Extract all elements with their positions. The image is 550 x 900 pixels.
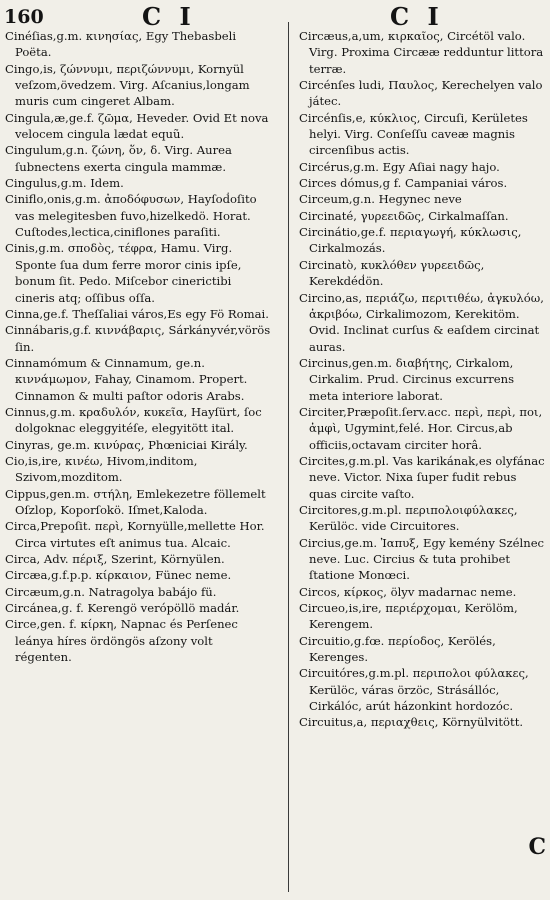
dictionary-entry: Cippus,gen.m. στήλη, Emlekezetre föllemelt Oſzlop, Koporſokö. Iſmet,Kaloda. (5, 486, 266, 517)
dictionary-entry: Circæa,g.f.p.p. κίρκαιον, Fünec neme. (5, 568, 232, 583)
dictionary-entry: Circénſis,e, κύκλιος, Circuſi, Kerületes helyi. Virg. Conſeſſu caveæ magnis circenſibus actis. (299, 110, 528, 158)
dictionary-entry: Cinnamómum & Cinnamum, ge.n. κιννάμωμον, Fahay, Cinamom. Propert. Cinnamon & multi paſtor odoris Arabs. (5, 355, 248, 403)
dictionary-entry: Circes dómus,g f. Campaniai város. (299, 176, 508, 191)
signature-mark: C (528, 834, 546, 860)
dictionary-entry: Circa, Adv. πέριξ, Szerint, Környülen. (5, 552, 225, 566)
dictionary-entry: Circinus,gen.m. διαβήτης, Cirkalom, Cirkalim. Prud. Circinus excurrens meta interiore laborat. (299, 355, 515, 403)
dictionary-entry: Circinatò, κυκλόθεν γυρεειδῶς, Kerekdéḋön. (299, 257, 485, 289)
running-head-left: C I (142, 2, 196, 31)
dictionary-entry: Circites,g.m.pl. Vas karikának,es olyfánac neve. Victor. Nixa ſuper fudit rebus quas circite vaſto. (299, 453, 545, 501)
dictionary-entry: Circino,as, περιάζω, περιτιθέω, ἀγκυλόω, ἀκριβόω, Cirkalimozom, Kerekitöm. Ovid. Inclinat curſus & eaſdem circinat auras. (299, 290, 544, 354)
dictionary-entry: Ciniflo,onis,g.m. ἀποδόφυσων, Hayſoḋoſito vas melegitesben fuvo,hizelkedö. Horat. Cuſtodes,lectica,ciniflones paraſiti. (5, 192, 257, 240)
left-column (5, 28, 271, 896)
page-header (0, 0, 550, 30)
dictionary-entry: Circæus,a,um, κιρκαῖος, Circétöl valo. Virg. Proxima Circææ redduntur littora terræ. (299, 29, 544, 76)
dictionary-entry: Cio,is,ire, κινέω, Hivom,inditom, Szivom,mozditom. (5, 453, 198, 485)
dictionary-entry: Circos, κίρκος, ölyv madarnac neme. (299, 584, 517, 599)
dictionary-entry: Cingulus,g.m. Idem. (5, 176, 124, 191)
dictionary-entry: Circa,Prepoſit. περὶ, Kornyülle,mellette Hor. Circa virtutes eſt animus tua. Alcaic. (5, 519, 265, 550)
dictionary-entry: Circius,ge.m. Ἰαπυξ, Egy kemény Szélnec neve. Luc. Circius & tuta prohibet ſtatione Monœci. (299, 535, 545, 583)
dictionary-entry: Circuitóres,g.m.pl. περιπολοι φύλακες, Kerülöc, váras örzöc, Strásállóc, Cirkálóc, arút házonkint hordozóc. (299, 666, 529, 714)
dictionary-entry: Circuitus,a, περιαχθεις, Környülvitött. (299, 715, 524, 730)
dictionary-entry: Circe,gen. f. κίρκη, Napnac és Perſenec leánya híres ördöngös aſzony volt régenten. (5, 617, 238, 665)
dictionary-entry: Circánea,g. f. Kerengö verópöllö madár. (5, 601, 240, 616)
dictionary-entry: Circinátio,ge.f. περιαγωγή, κύκλωσις, Cirkalmozás. (299, 225, 522, 256)
dictionary-entry: Cinis,g.m. σποδὸς, τέφρα, Hamu. Virg. Sponte ſua dum ferre moror cinis ipſe, bonum ſit. Pedo. Miſcebor cinerictibi cineris atq; oſſibus oſſa. (5, 241, 242, 305)
dictionary-entry: Cinnábaris,g.f. κιννάβαρις, Sárkányvér,vörös ſin. (5, 323, 271, 354)
dictionary-entry: Cingula,æ,ge.f. ζῶμα, Heveder. Ovid Et nova velocem cingula lædat equũ. (5, 110, 269, 142)
page-number: 160 (4, 6, 44, 28)
dictionary-entry: Cinna,ge.f. Theſſaliai város,Es egy Fö Romai. (5, 306, 269, 321)
dictionary-entry: Cingulum,g.n. ζώνη, ὅν, δ. Virg. Aurea ſubnectens exerta cingula mammæ. (5, 143, 232, 174)
dictionary-entry: Circueo,is,ire, περιέρχομαι, Kerölöm, Kerengem. (299, 601, 518, 632)
column-rule (288, 22, 289, 892)
dictionary-entry: Circæum,g.n. Natragolya babájo fü. (5, 584, 217, 599)
dictionary-entry: Cingo,is, ζώννυμι, περιζώννυμι, Kornyül veſzom,övedzem. Virg. Aſcanius,longam muris cum cingeret Albam. (5, 61, 250, 109)
dictionary-entry: Circitores,g.m.pl. περιπολοιφύλακες, Kerülöc. vide Circuitores. (299, 502, 518, 534)
dictionary-entry: Circénſes ludi, Παυλος, Kerechelyen valo játec. (299, 78, 543, 109)
running-head-right: C I (390, 2, 444, 31)
dictionary-entry: Cinnus,g.m. κραδυλόν, κυκεῖα, Hayſürt, ſoc dolgoknac eleggyitéſe, elegyitött ital. (5, 404, 262, 436)
dictionary-entry: Circérus,g.m. Egy Aſiai nagy hajo. (299, 159, 500, 174)
dictionary-entry: Cinéſias,g.m. κινησίας, Egy Thebasbeli Poëta. (5, 29, 237, 60)
dictionary-entry: Cinyras, ge.m. κινύρας, Phœniciai Király. (5, 437, 248, 452)
dictionary-entry: Circinaté, γυρεειδῶς, Cirkalmaſſan. (299, 208, 509, 223)
right-column (299, 28, 545, 896)
dictionary-entry: Circuitio,g.fœ. περίοδος, Kerölés, Kerenges. (299, 633, 496, 665)
dictionary-entry: Circiter,Præpoſit.ſerv.acc. περὶ, περὶ, ποι, ἀμφὶ, Ugymint,felé. Hor. Circus,ab officiis,octavam circiter horâ. (299, 404, 543, 452)
dictionary-entry: Circeum,g.n. Hegynec neve (299, 192, 462, 207)
